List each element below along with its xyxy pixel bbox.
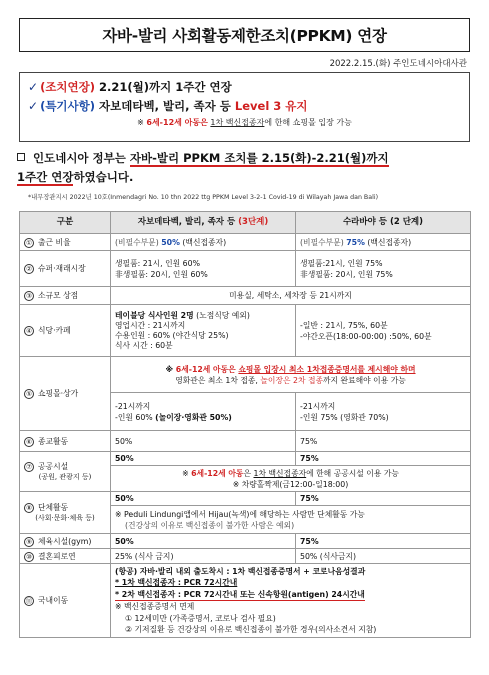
table-row: ⑪ 국내이동 (항공) 자바·발리 내외 출도착시 : 1차 백신접종증명서 + 코로나음성결과 * 1차 백신접종자 : PCR 72시간내 * 2차 백신접종자 : PCR 72시간내 또는 신속항원(antigen) 24시간내 ※ 백신접종증명서 면제 ① 12세미만 (가족증명서, 코로나 검사 필요) ② 기저질환 등 건강상의 이유로 백신접종이 불가한 경우(의사소견서 지참): [20, 564, 471, 638]
header-level3: 자보데타벡, 발리, 족자 등 (3단계): [111, 212, 296, 234]
table-row: ⑥ 종교활동 50% 75%: [20, 431, 471, 452]
table-row: ⑩ 결혼피로연 25% (식사 금지) 50% (식사금지): [20, 549, 471, 564]
summary-line-special: ✓ (특기사항) 자보데타벡, 발리, 족자 등 Level 3 유지: [28, 99, 308, 113]
header-category: 구분: [20, 212, 111, 234]
summary-note: ※ 6세-12세 아동은 1차 백신접종자에 한해 쇼핑몰 입장 가능: [137, 118, 352, 127]
header-level2: 수라바야 등 (2 단계): [296, 212, 471, 234]
issuer: 주인도네시아대사관: [393, 59, 467, 69]
title-box: [19, 18, 470, 52]
summary-box: [19, 72, 470, 142]
table-row: ⑤ 쇼핑몰·상가 ※ 6세-12세 아동은 쇼핑몰 입장시 최소 1차접종증명서를 제시해야 하며 영화관은 최소 1차 접종, 놀이장은 2차 접종까지 완료해야 이용 가능: [20, 357, 471, 393]
square-bullet-icon: [17, 153, 25, 161]
table-header-row: [20, 212, 471, 234]
table-row: ② 슈퍼·재래시장 생필품: 21시, 인원 60% 非생필품: 20시, 인원 60% 생필품:21시, 인원 75% 非생필품: 20시, 인원 75%: [20, 251, 471, 287]
table-row: ※ 6세-12세 아동은 1차 백신접종자에 한해 공공시설 이용 가능 ※ 차량홀짝제(금12:00-일18:00): [20, 466, 471, 492]
summary-line-extension: ✓ (조치연장) 2.21(월)까지 1주간 연장: [28, 80, 232, 94]
table-row: ④ 식당·카페 테이블당 식사인원 2명 (노점식당 예외) 영업시간 : 21시까지 수용인원 : 60% (야간식당 25%) 식사 시간 : 60분 -일반 : 21시, 75%, 60분 -야간오픈(18:00-00:00) :50%, 60분: [20, 305, 471, 357]
table-row: -21시까지 -인원 60% (놀이장·영화관 50%) -21시까지 -인원 75% (영화관 70%): [20, 393, 471, 431]
table-row: ① 출근 비율 (비필수부문) 50% (백신접종자) (비필수부문) 75% (백신접종자): [20, 234, 471, 251]
table-row: ⑨ 체육시설(gym) 50% 75%: [20, 534, 471, 549]
table-row: ⑦ 공공시설 (공원, 관광지 등) 50% 75%: [20, 452, 471, 466]
dateline: [330, 57, 467, 69]
table-row: ※ Peduli Lindungi앱에서 Hijau(녹색)에 해당하는 사람만 단체활동 가능 (건강상의 이유로 백신접종이 불가한 사람은 예외): [20, 506, 471, 534]
date: 2022.2.15.(화): [329, 59, 391, 69]
table-row: ⑧ 단체활동 (사회·문화·체육 등) 50% 75%: [20, 492, 471, 506]
legal-reference: *내무장관지시 2022년 10호(Inmendagri No. 10 thn 2022 ttg PPKM Level 3-2-1 Covid-19 di Wilayah Jawa dan Bali): [28, 194, 379, 201]
table-row: ③ 소규모 상점 미용실, 세탁소, 세차장 등 21시까지: [20, 287, 471, 305]
check-icon: ✓: [28, 99, 39, 113]
measures-table: [19, 211, 471, 638]
main-announcement: 인도네시아 정부는 자바-발리 PPKM 조치를 2.15(화)-2.21(월)까지 1주간 연장하였습니다.: [17, 151, 389, 184]
check-icon: ✓: [28, 80, 39, 94]
page-title: 자바-발리 사회활동제한조치(PPKM) 연장: [102, 27, 387, 45]
